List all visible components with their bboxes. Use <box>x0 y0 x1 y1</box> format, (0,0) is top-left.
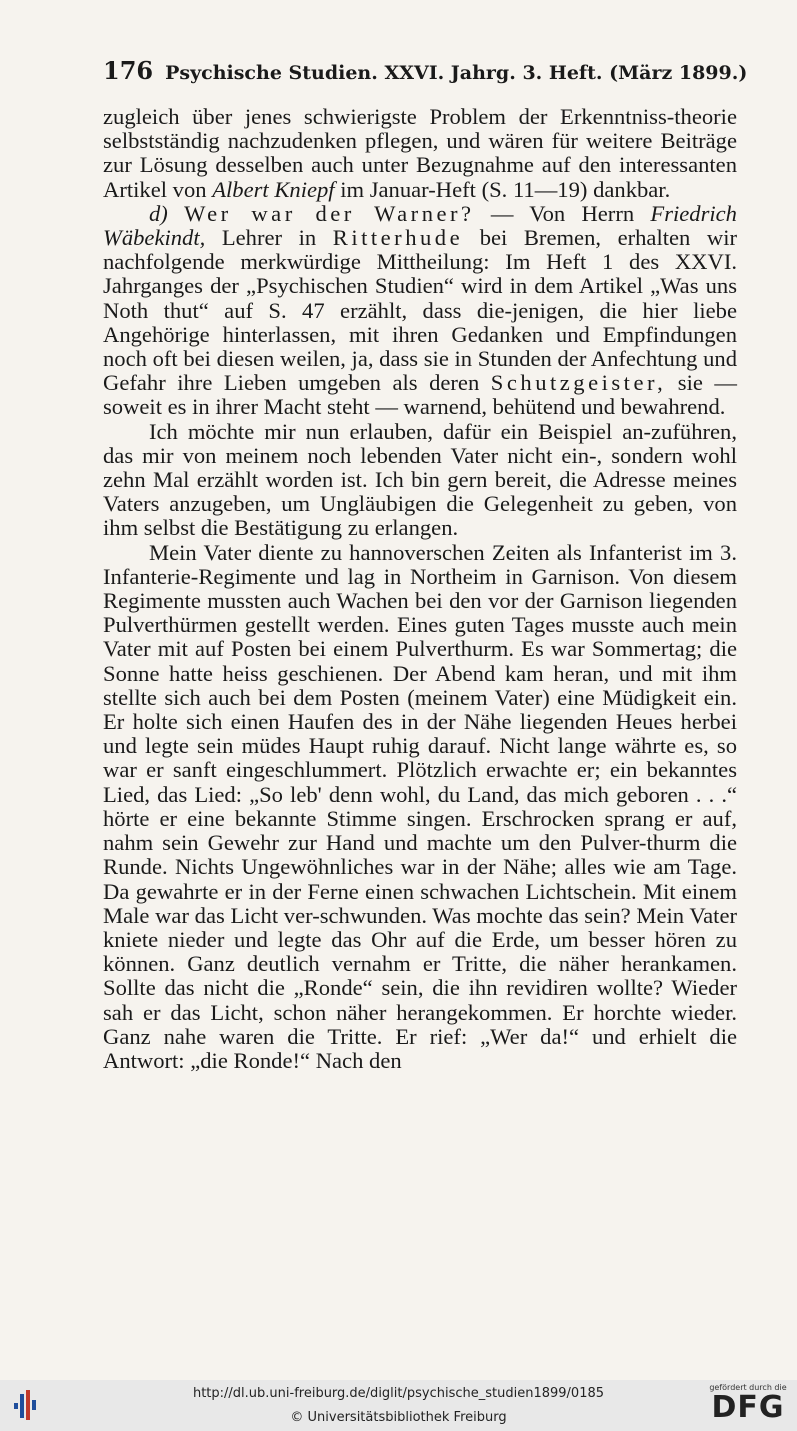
page-number: 176 <box>103 56 154 85</box>
running-header <box>103 56 748 85</box>
paragraph-3: Ich möchte mir nun erlauben, dafür ein Beispiel an-zuführen, das mir von meinem noch lebenden Vater nicht ein-, sondern wohl zehn Mal erzählt worden ist. Ich bin gern bereit, die Adresse meines Vaters anzugeben, um Ungläubigen die Gelegenheit zu geben, von ihm selbst die Bestätigung zu erlangen. <box>103 418 737 541</box>
paragraph-2-text-c: bei Bremen, erhalten wir nachfolgende merkwürdige Mittheilung: Im Heft 1 des XXVI. Jahrganges der „Psychischen Studien“ wird in dem Artikel „Was uns Noth thut“ auf S. 47 erzählt, dass die-jenigen, die hier liebe Angehörige hinterlassen, mit ihren Gedanken und Empfindungen noch oft bei diesen weilen, ja, dass sie in Stunden der Anfechtung und Gefahr ihre Lieben umgeben als deren <box>103 225 737 396</box>
contributor-name: Friedrich Wäbekindt, <box>103 200 737 251</box>
paragraph-1-text: zugleich über jenes schwierigste Problem der Erkenntniss-theorie selbstständig nachzudenken pflegen, und wären für weitere Beiträge zur Lösung desselben auch unter Bezugnahme auf den interessanten Artikel von <box>103 104 737 202</box>
dfg-funding-caption: gefördert durch die <box>709 1383 787 1392</box>
paragraph-1 <box>103 105 737 202</box>
emphasized-word: Schutzgeister, <box>490 370 667 396</box>
dfg-logo-text: DFG <box>711 1390 785 1425</box>
article-body <box>103 105 737 1073</box>
copyright-notice: © Universitätsbibliothek Freiburg <box>290 1410 507 1425</box>
paragraph-4: Mein Vater diente zu hannoverschen Zeiten als Infanterist im 3. Infanterie-Regimente und lag in Northeim in Garnison. Von diesem Regimente mussten auch Wachen bei den vor der Garnison liegenden Pulverthürmen gestellt werden. Eines guten Tages musste auch mein Vater mit auf Posten bei einem Pulverthurm. Es war Sommertag; die Sonne hatte heiss geschienen. Der Abend kam heran, und mit ihm stellte sich auch bei dem Posten (meinem Vater) eine Müdigkeit ein. Er holte sich einen Haufen des in der Nähe liegenden Heues herbei und legte sein müdes Haupt ruhig darauf. Nicht lange währte es, so war er sanft eingeschlummert. Plötzlich erwachte er; ein bekanntes Lied, das Lied: „So leb' denn wohl, du Land, das mich geboren . . .“ hörte er eine bekannte Stimme singen. Erschrocken sprang er auf, nahm sein Gewehr zur Hand und machte um den Pulver-thurm die Runde. Nichts Ungewöhnliches war in der Nähe; alles wie am Tage. Da gewahrte er in der Ferne einen schwachen Lichtschein. Mit einem Male war das Licht ver-schwunden. Was mochte das sein? Mein Vater kniete nieder und legte das Ohr auf die Erde, um besser hören zu können. Ganz deutlich vernahm er Tritte, die näher herankamen. Sollte das nicht die „Ronde“ sein, die ihn revidiren wollte? Wieder sah er das Licht, schon näher herangekommen. Er horchte wieder. Ganz nahe waren die Tritte. Er rief: „Wer da!“ und erhielt die Antwort: „die Ronde!“ Nach den <box>103 539 737 1073</box>
place-name: Ritterhude <box>332 225 464 251</box>
dfg-logo-icon <box>707 1383 789 1424</box>
section-label: d) <box>149 200 168 226</box>
running-title: Psychische Studien. XXVI. Jahrg. 3. Heft. (März 1899.) <box>165 62 748 84</box>
paragraph-2 <box>103 202 737 420</box>
paragraph-2-text-a: — Von Herrn <box>490 200 635 226</box>
paragraph-1-end: im Januar-Heft (S. 11—19) dankbar. <box>340 176 671 202</box>
viewer-footer <box>0 1380 797 1431</box>
author-name: Albert Kniepf <box>212 176 335 202</box>
section-title: Wer war der Warner? <box>184 200 475 226</box>
source-url[interactable]: http://dl.ub.uni-freiburg.de/diglit/psychische_studien1899/0185 <box>192 1386 605 1401</box>
paragraph-2-text-b: Lehrer in <box>221 225 317 251</box>
paragraph-2-text-d: sie — soweit es in ihrer Macht steht — warnend, behütend und bewahrend. <box>103 370 738 420</box>
